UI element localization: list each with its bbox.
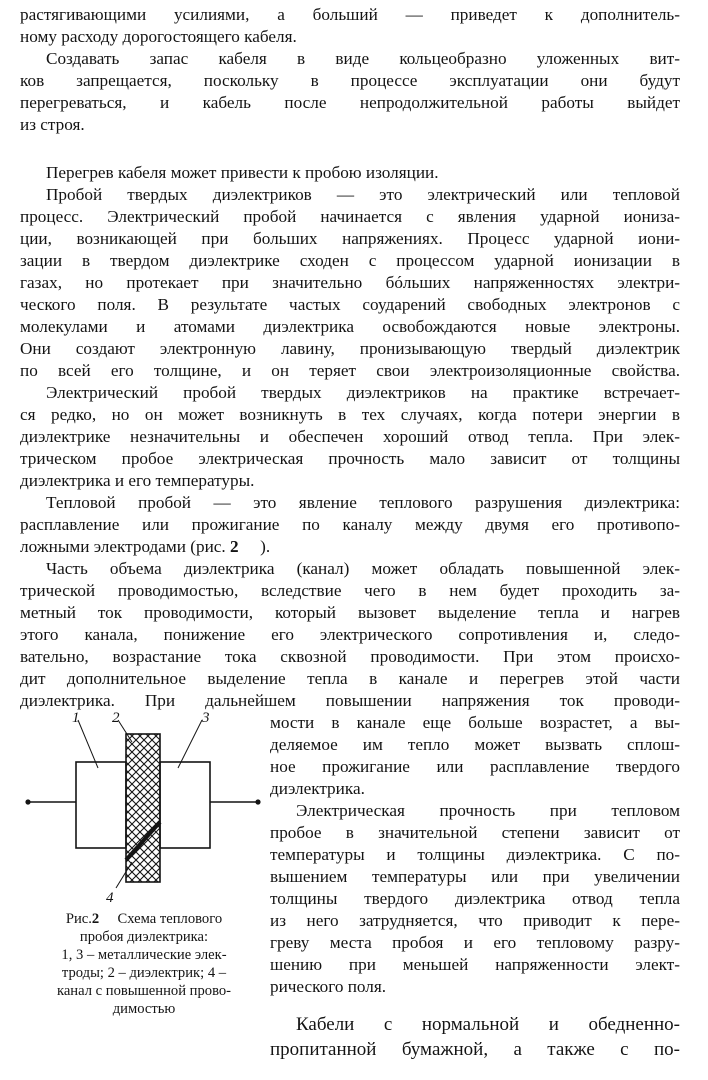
dielectric <box>126 734 160 882</box>
text-line: мости в канале еще больше возрастет, а вы- <box>270 713 680 732</box>
figure-reference: 2 <box>230 537 239 556</box>
text-line: Часть объема диэлектрика (канал) может обладать повышенной элек- <box>46 559 680 578</box>
caption-title: Схема теплового <box>117 911 223 927</box>
text-line: из строя. <box>20 115 85 134</box>
breakdown-diagram <box>20 712 268 912</box>
caption-title-line <box>20 910 268 928</box>
figure-label-4: 4 <box>106 890 114 906</box>
caption-prefix: Рис. <box>65 911 92 927</box>
leader-line-3 <box>178 720 202 768</box>
page <box>20 4 680 1080</box>
text-line: дит дополнительное выделение тепла в канале и перегрев этой части <box>20 669 680 688</box>
text-line: Тепловой пробой — это явление теплового разрушения диэлектрика: <box>46 493 680 512</box>
text-line: Создавать запас кабеля в виде кольцеобразно уложенных вит- <box>46 49 680 68</box>
text-line: молекулами и атомами диэлектрика освобождаются новые электроны. <box>20 317 680 336</box>
text-line: из него затрудняется, что приводит к пере- <box>270 911 680 930</box>
figure-section <box>20 712 680 1080</box>
text-line: ное прожигание или расплавление твердого <box>270 757 680 776</box>
left-electrode <box>76 762 126 848</box>
text-line: рического поля. <box>270 977 387 996</box>
leader-line-1 <box>78 720 98 768</box>
text-line: ся редко, но он может возникнуть в тех случаях, когда потери энергии в <box>20 405 680 424</box>
text-line: газах, но протекает при значительно бóльших напряженностях электри- <box>20 273 680 292</box>
text-line: по всей его толщине, и он теряет свои электроизоляционные свойства. <box>20 361 680 380</box>
caption-line: 1, 3 – металлические элек- <box>61 947 227 963</box>
text-line: метный ток проводимости, который вызовет выделение тепла и нагрев <box>20 603 680 622</box>
left-terminal <box>25 799 30 804</box>
caption-line: пробоя диэлектрика: <box>79 929 209 945</box>
text-line: греву места пробоя и его тепловому разру- <box>270 933 680 952</box>
section-gap <box>270 998 680 1012</box>
text-line: диэлектрика. При дальнейшем повышении напряжения ток проводи- <box>20 691 680 710</box>
text-line: пробое в значительной степени зависит от <box>270 823 680 842</box>
text-line: деляемое им тепло может вызвать сплош- <box>270 735 680 754</box>
text-line: ному расходу дорогостоящего кабеля. <box>20 27 297 46</box>
text-line: вышением температуры или при увеличении <box>270 867 680 886</box>
text-line: Пробой твердых диэлектриков — это электрический или тепловой <box>46 185 680 204</box>
text-line: диэлектрика. <box>270 779 365 798</box>
caption-line: канал с повышенной прово- <box>56 983 232 999</box>
text-line: ции, возникающей при больших напряжениях. Процесс ударной иони- <box>20 229 680 248</box>
text-line: ческого поля. В результате частых соударений свободных электронов с <box>20 295 680 314</box>
text-line: расплавление или прожигание по каналу между двумя его противопо- <box>20 515 680 534</box>
leader-line-2 <box>118 720 132 742</box>
text-line: диэлектрика и его температуры. <box>20 471 255 490</box>
text-line: температуры и толщины диэлектрика. С по- <box>270 845 680 864</box>
figure-caption <box>20 910 268 1018</box>
caption-line: троды; 2 – диэлектрик; 4 – <box>61 965 227 981</box>
text-line: зации в твердом диэлектрике сходен с процессом ударной ионизации в <box>20 251 680 270</box>
text-line: толщины твердого диэлектрика отвод тепла <box>270 889 680 908</box>
text-line: ков запрещается, поскольку в процессе эксплуатации они будут <box>20 71 680 90</box>
text-line: этого канала, понижение его электрического сопротивления и, следо- <box>20 625 680 644</box>
text-line: Перегрев кабеля может привести к пробою изоляции. <box>46 163 439 182</box>
paragraph-gap <box>20 136 680 162</box>
text-line: трической проводимостью, вследствие чего в нем будет проходить за- <box>20 581 680 600</box>
text-line <box>20 536 680 558</box>
text-fragment: ). <box>260 537 271 556</box>
figure-label-2: 2 <box>112 712 120 726</box>
text-fragment: ложными электродами (рис. <box>20 537 226 556</box>
text-line: процесс. Электрический пробой начинается с явления ударной иониза- <box>20 207 680 226</box>
wrapped-text-column <box>270 712 680 1062</box>
right-electrode <box>160 762 210 848</box>
text-line: пропитанной бумажной, а также с по- <box>270 1039 680 1060</box>
caption-line: димостью <box>112 1001 176 1017</box>
text-line: растягивающими усилиями, а больший — приведет к дополнитель- <box>20 5 680 24</box>
text-line: трическом пробое электрическая прочность мало зависит от толщины <box>20 449 680 468</box>
right-terminal <box>255 799 260 804</box>
figure-label-1: 1 <box>72 712 80 726</box>
text-line: Электрический пробой твердых диэлектриков на практике встречает- <box>46 383 680 402</box>
text-line: шению при меньшей напряженности элект- <box>270 955 680 974</box>
text-line: диэлектрике незначительны и обеспечен хороший отвод тепла. При элек- <box>20 427 680 446</box>
text-line: Электрическая прочность при тепловом <box>296 801 680 820</box>
text-line: перегреваться, и кабель после непродолжительной работы выйдет <box>20 93 680 112</box>
caption-number: 2 <box>91 911 100 927</box>
figure-label-3: 3 <box>202 712 210 726</box>
text-line: Они создают электронную лавину, пронизывающую твердый диэлектрик <box>20 339 680 358</box>
text-line: Кабели с нормальной и обедненно- <box>296 1014 680 1035</box>
text-line: вательно, возрастание тока сквозной проводимости. При этом происхо- <box>20 647 680 666</box>
